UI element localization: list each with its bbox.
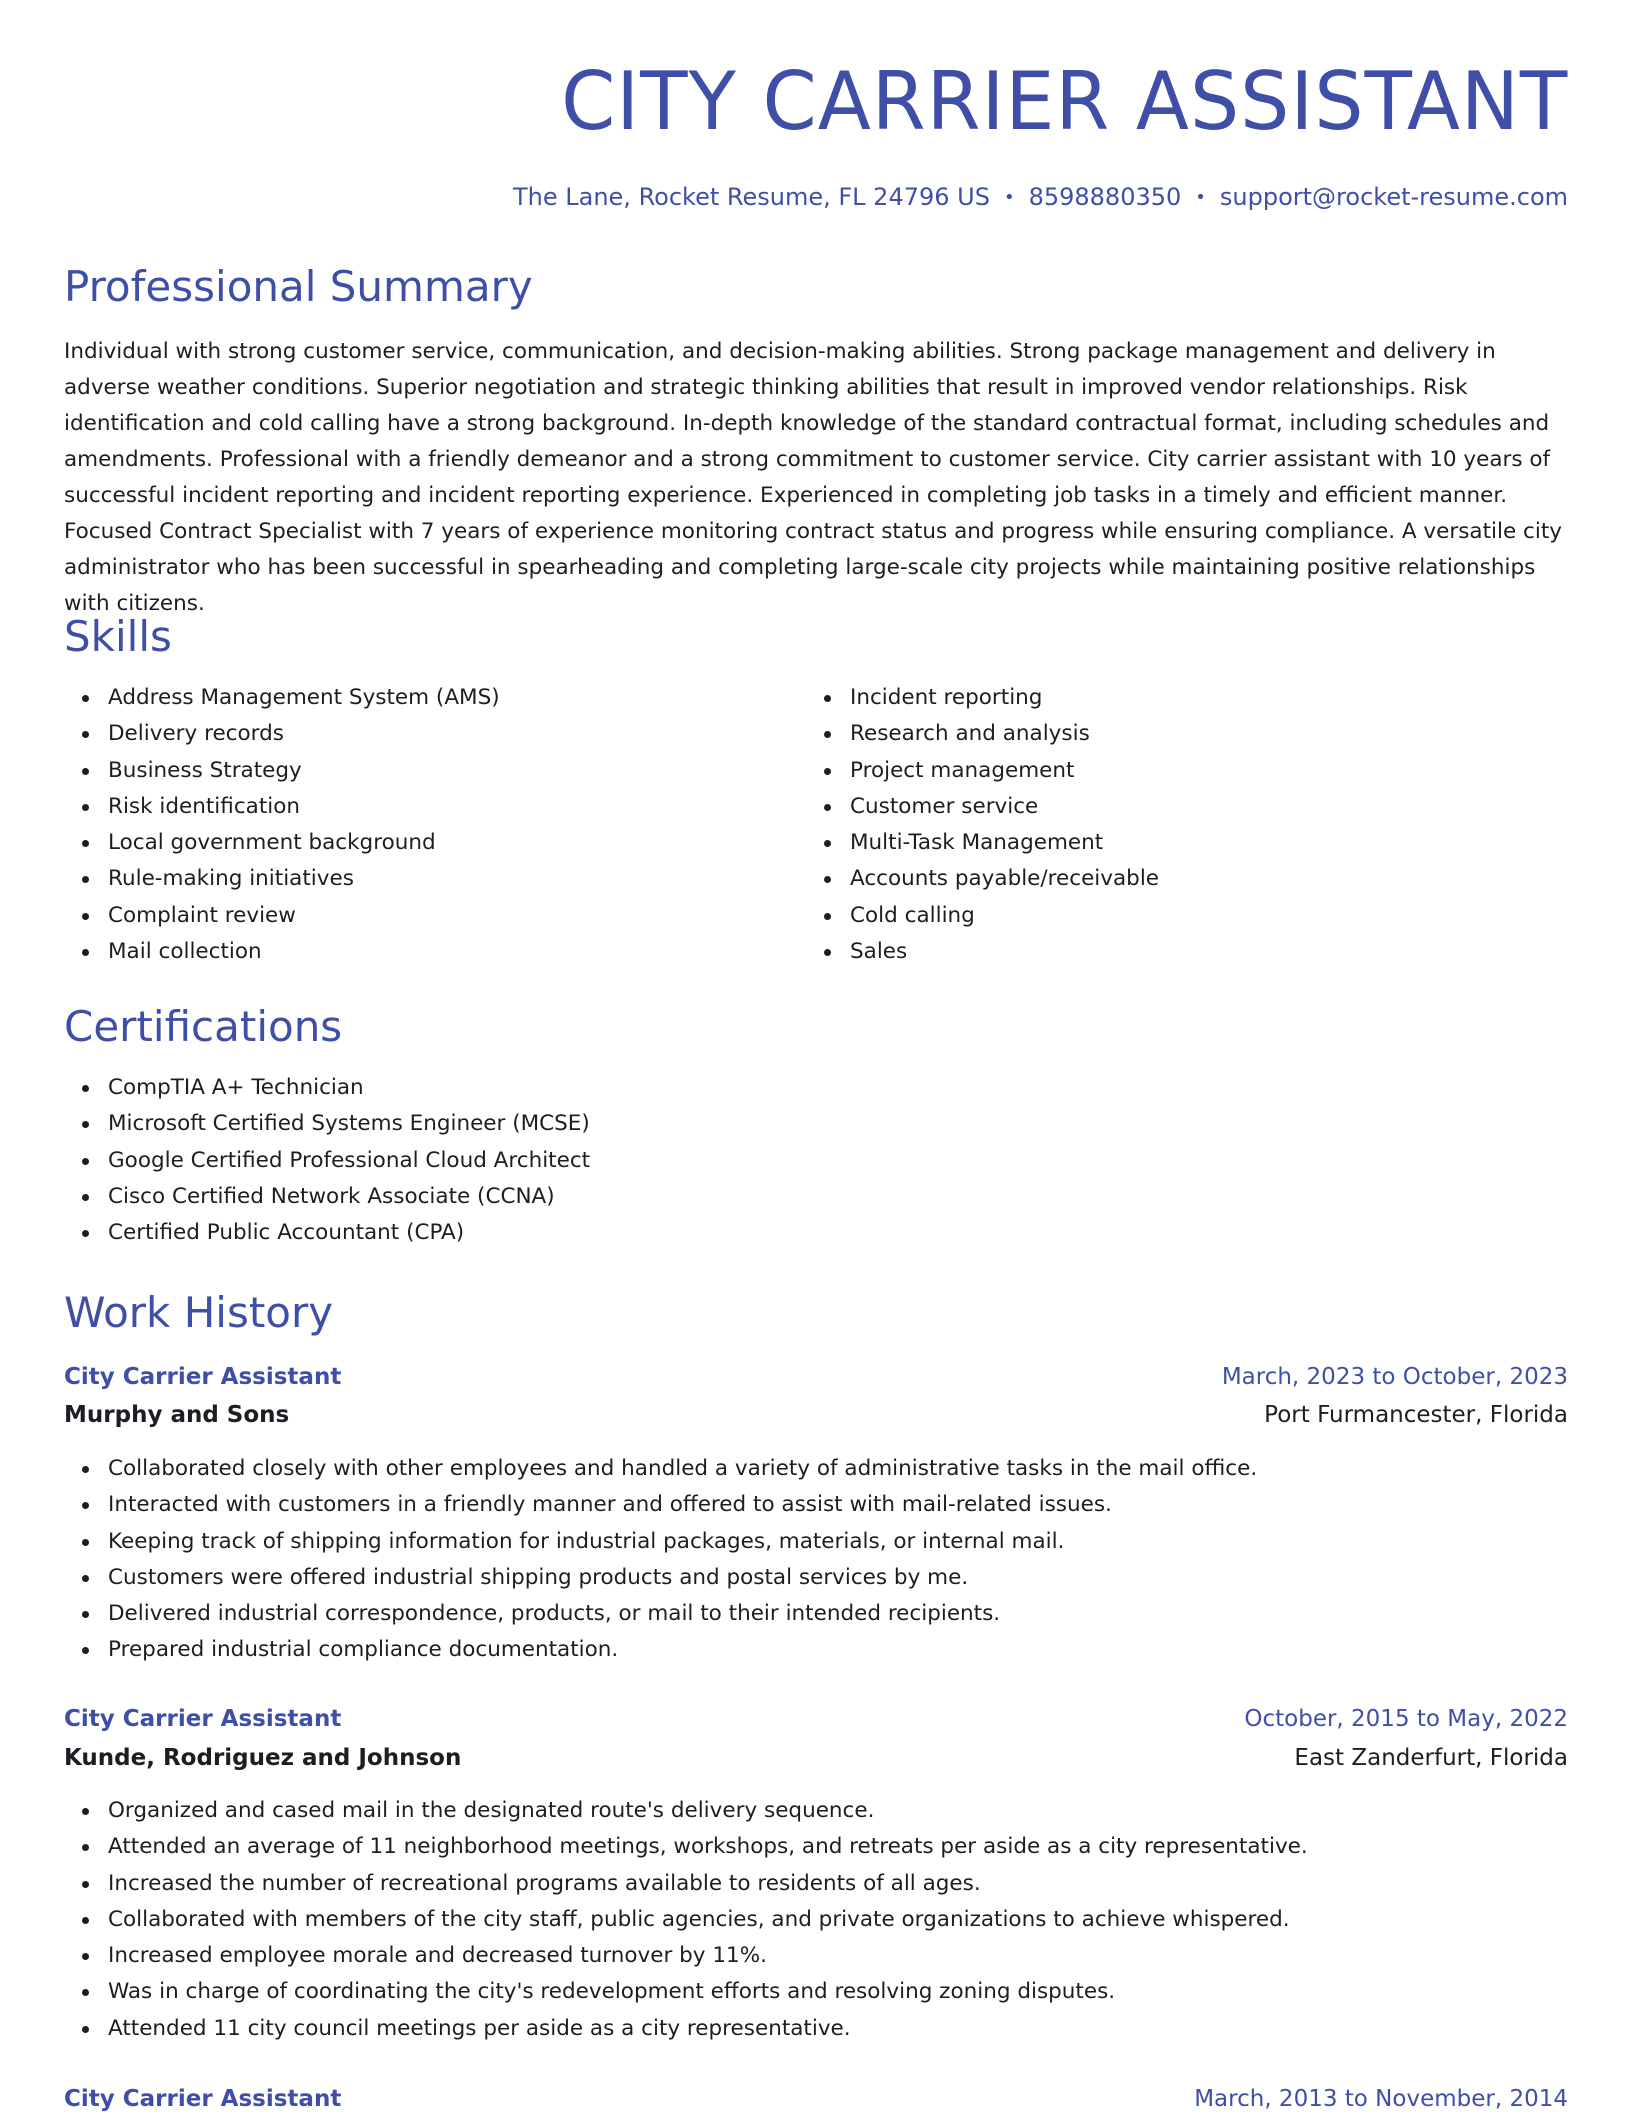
- job-company: Kunde, Rodriguez and Johnson: [64, 1745, 462, 1771]
- job-title: City Carrier Assistant: [64, 1364, 342, 1390]
- job-dates: October, 2015 to May, 2022: [1244, 1706, 1568, 1732]
- skill-item: Complaint review: [108, 898, 808, 934]
- section-title-certifications: Certifications: [64, 1002, 343, 1051]
- skill-item: Business Strategy: [108, 753, 808, 789]
- job-dates: March, 2013 to November, 2014: [1194, 2086, 1568, 2112]
- job-bullet: Prepared industrial compliance documentation.: [108, 1632, 1568, 1668]
- job-bullet: Increased the number of recreational programs available to residents of all ages.: [108, 1866, 1568, 1902]
- skill-item: Address Management System (AMS): [108, 680, 808, 716]
- skill-item: Local government background: [108, 825, 808, 861]
- job-bullet: Delivered industrial correspondence, products, or mail to their intended recipients.: [108, 1596, 1568, 1632]
- job-bullet: Keeping track of shipping information for industrial packages, materials, or internal mail.: [108, 1524, 1568, 1560]
- skill-item: Mail collection: [108, 934, 808, 970]
- certification-item: CompTIA A+ Technician: [108, 1070, 1508, 1106]
- job-title-row: [64, 2081, 1568, 2112]
- contact-address: The Lane, Rocket Resume, FL 24796 US: [512, 183, 990, 211]
- skill-item: Customer service: [850, 789, 1550, 825]
- skills-list-left: [64, 680, 808, 970]
- skill-item: Incident reporting: [850, 680, 1550, 716]
- certification-item: Cisco Certified Network Associate (CCNA): [108, 1179, 1508, 1215]
- section-title-summary: Professional Summary: [64, 262, 533, 311]
- skill-item: Project management: [850, 753, 1550, 789]
- skills-list-right: [806, 680, 1550, 970]
- contact-phone[interactable]: 8598880350: [1028, 183, 1182, 211]
- job-bullet: Organized and cased mail in the designated route's delivery sequence.: [108, 1793, 1568, 1829]
- skill-item: Risk identification: [108, 789, 808, 825]
- job-dates: March, 2023 to October, 2023: [1221, 1364, 1568, 1390]
- contact-email[interactable]: support@rocket-resume.com: [1219, 183, 1568, 211]
- job-bullet: Attended 11 city council meetings per aside as a city representative.: [108, 2011, 1568, 2047]
- contact-line: [513, 180, 1568, 215]
- separator-bullet: •: [1003, 187, 1015, 208]
- certifications-list: [64, 1070, 1508, 1251]
- separator-bullet: •: [1195, 187, 1206, 208]
- job-title-row: [64, 1701, 1568, 1737]
- certification-item: Google Certified Professional Cloud Architect: [108, 1143, 1508, 1179]
- job-title-row: [64, 1359, 1568, 1395]
- job-bullets: [64, 1451, 1568, 1669]
- job-title: City Carrier Assistant: [64, 1706, 342, 1732]
- job-title: City Carrier Assistant: [64, 2086, 342, 2112]
- job-company-row: [64, 1740, 1568, 1776]
- job-bullet: Collaborated closely with other employees and handled a variety of administrative tasks in the mail office.: [108, 1451, 1568, 1487]
- job-bullet: Was in charge of coordinating the city's redevelopment efforts and resolving zoning disputes.: [108, 1974, 1568, 2010]
- resume-name: CITY CARRIER ASSISTANT: [560, 55, 1568, 148]
- skill-item: Research and analysis: [850, 716, 1550, 752]
- section-title-work-history: Work History: [64, 1288, 334, 1337]
- skill-item: Rule-making initiatives: [108, 861, 808, 897]
- summary-text: Individual with strong customer service, communication, and decision-making abilities. Strong package management and delivery in adverse weather conditions. Superior negotiation and strategic thinking abilities that result in improved vendor relationships. Risk identification and cold calling have a strong background. In-depth knowledge of the standard contractual format, including schedules and amendments. Professional with a friendly demeanor and a strong commitment to customer service. City carrier assistant with 10 years of successful incident reporting and incident reporting experience. Experienced in completing job tasks in a timely and efficient manner. Focused Contract Specialist with 7 years of experience monitoring contract status and progress while ensuring compliance. A versatile city administrator who has been successful in spearheading and completing large-scale city projects while maintaining positive relationships with citizens.: [64, 339, 1562, 616]
- resume-page: [64, 0, 1568, 2112]
- job-bullets: [64, 1793, 1568, 2047]
- skill-item: Accounts payable/receivable: [850, 861, 1550, 897]
- job-location: Port Furmancester, Florida: [1264, 1402, 1568, 1428]
- skill-item: Delivery records: [108, 716, 808, 752]
- certification-item: Certified Public Accountant (CPA): [108, 1215, 1508, 1251]
- certification-item: Microsoft Certified Systems Engineer (MCSE): [108, 1106, 1508, 1142]
- skill-item: Cold calling: [850, 898, 1550, 934]
- job-bullet: Collaborated with members of the city staff, public agencies, and private organizations to achieve whispered.: [108, 1902, 1568, 1938]
- skill-item: Multi-Task Management: [850, 825, 1550, 861]
- job-location: East Zanderfurt, Florida: [1294, 1745, 1568, 1771]
- job-bullet: Customers were offered industrial shipping products and postal services by me.: [108, 1560, 1568, 1596]
- job-bullet: Increased employee morale and decreased turnover by 11%.: [108, 1938, 1568, 1974]
- section-title-skills: Skills: [64, 612, 172, 661]
- skill-item: Sales: [850, 934, 1550, 970]
- job-company: Murphy and Sons: [64, 1402, 290, 1428]
- job-bullet: Attended an average of 11 neighborhood meetings, workshops, and retreats per aside as a city representative.: [108, 1829, 1568, 1865]
- job-bullet: Interacted with customers in a friendly manner and offered to assist with mail-related issues.: [108, 1487, 1568, 1523]
- job-company-row: [64, 1397, 1568, 1433]
